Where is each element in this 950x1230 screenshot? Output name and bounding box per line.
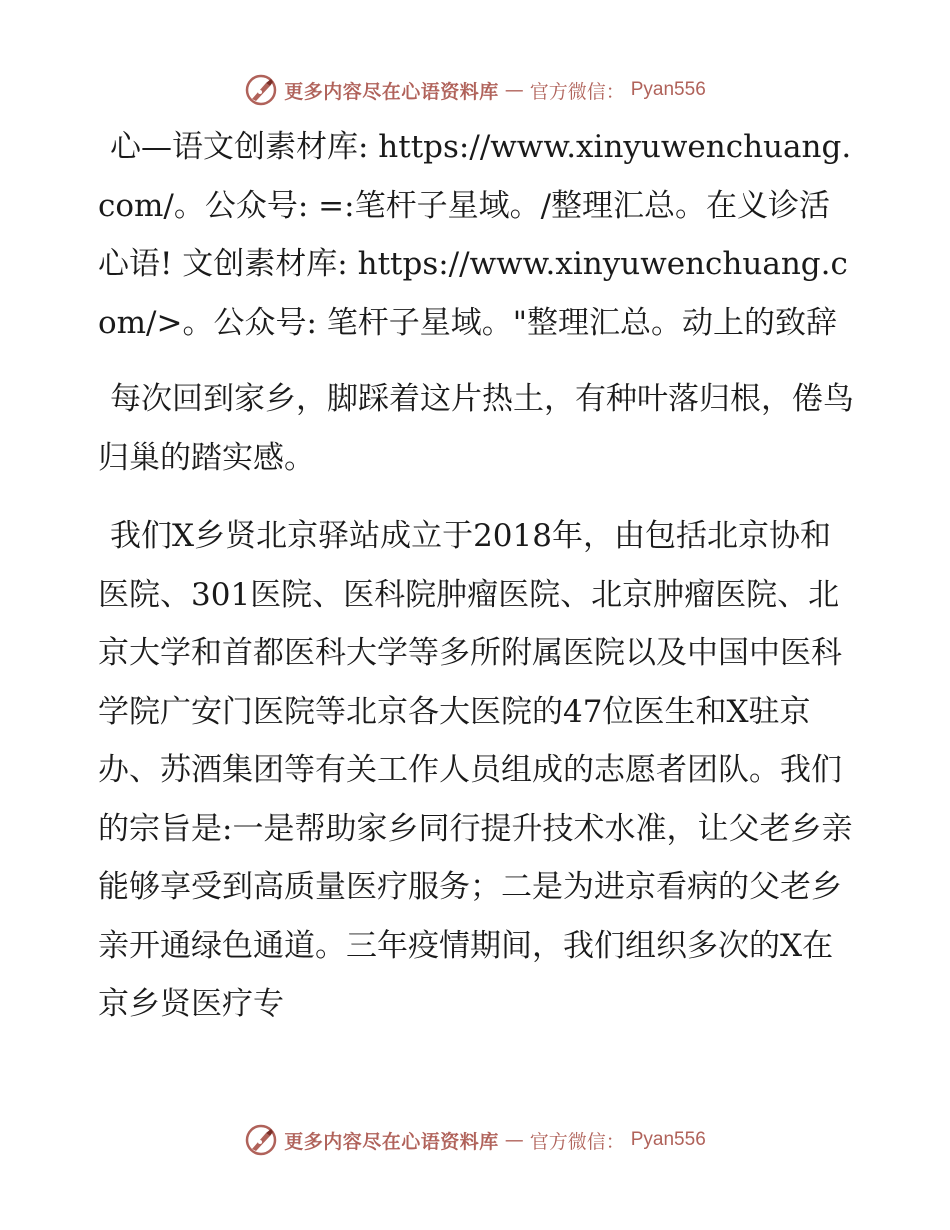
paragraph-station: 我们X乡贤北京驿站成立于2018年，由包括北京协和医院、301医院、医科院肿瘤医院、北京肿瘤医院、北京大学和首都医科大学等多所附属医院以及中国中医科学院广安门医院等北京各大医院的47位医生和X驻京办、苏酒集团等有关工作人员组成的志愿者团队。我们的宗旨是:一是帮助家乡同行提升技术水准，让父老乡亲能够享受到高质量医疗服务；二是为进京看病的父老乡亲开通绿色通道。三年疫情期间，我们组织多次的X在京乡贤医疗专 (98, 518, 853, 1022)
watermark-tail: 官方微信： (529, 1130, 625, 1153)
watermark-brand: 更多内容尽在心语资料库 (284, 1130, 499, 1153)
pen-logo-icon (244, 1123, 278, 1157)
watermark-wechat-id: Pyan556 (630, 79, 706, 100)
header-watermark (0, 70, 950, 110)
document-body (98, 118, 858, 1054)
watermark-wechat-id: Pyan556 (630, 1129, 706, 1150)
paragraph-hometown: 每次回到家乡，脚踩着这片热土，有种叶落归根，倦鸟归巢的踏实感。 (98, 381, 854, 476)
watermark-tail: 官方微信： (529, 80, 625, 103)
pen-logo-icon (244, 73, 278, 107)
footer-watermark (0, 1120, 950, 1160)
watermark-separator: — (504, 79, 524, 101)
paragraph-intro: 心—语文创素材库: https://www.xinyuwenchuang.com/。公众号: =:笔杆子星域。/整理汇总。在义诊活心语! 文创素材库: https://www.xinyuwenchuang.com/>。公众号: 笔杆子星域。"整理汇总。动上的致辞 (98, 129, 852, 341)
watermark-brand: 更多内容尽在心语资料库 (284, 80, 499, 103)
watermark-separator: — (504, 1129, 524, 1151)
